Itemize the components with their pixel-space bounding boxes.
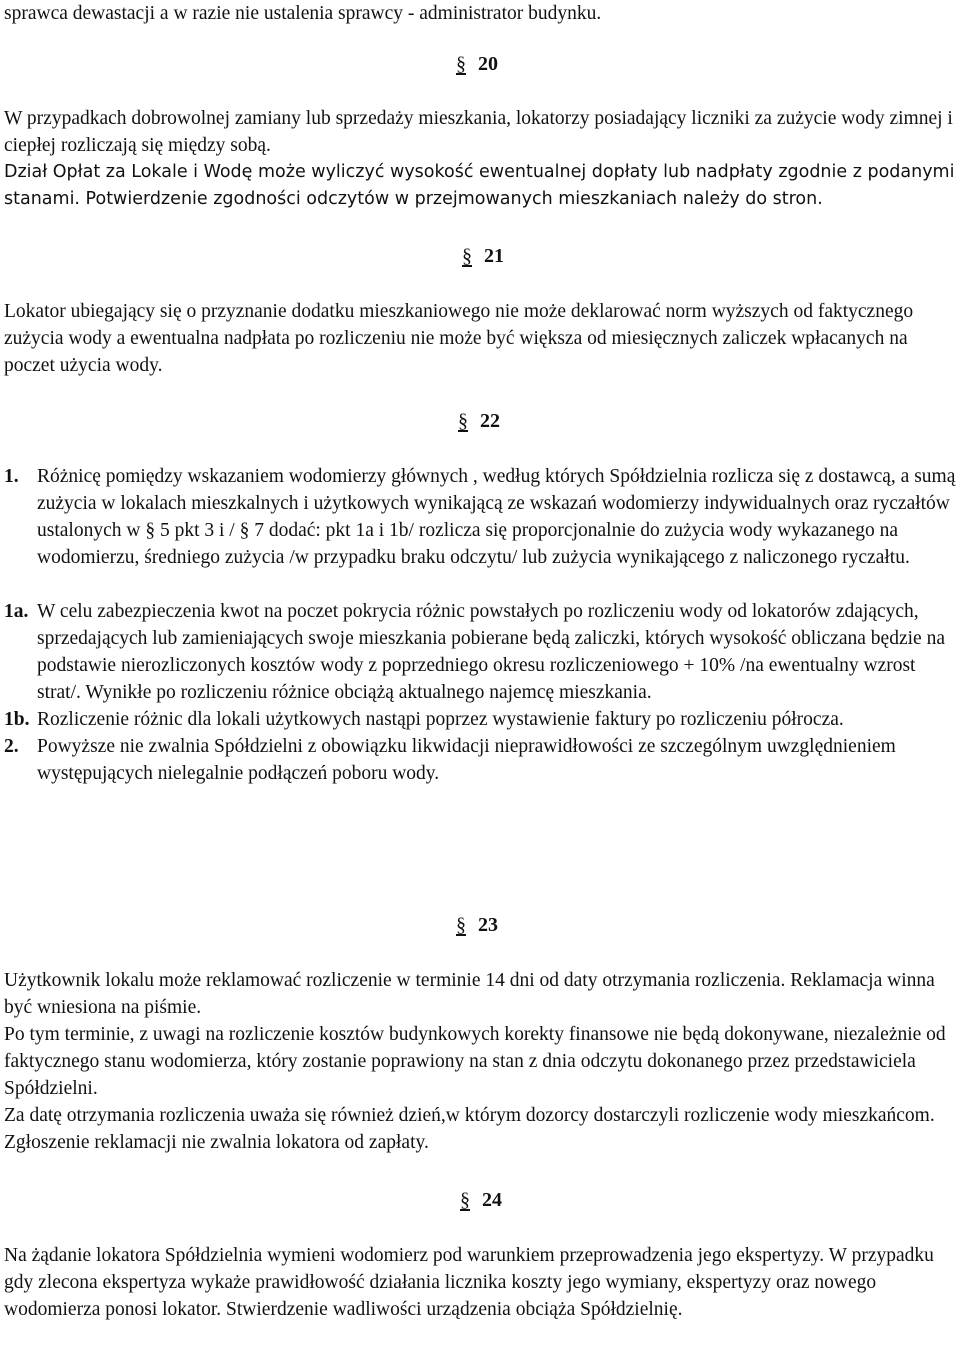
section-20-paragraph-1: W przypadkach dobrowolnej zamiany lub sprzedaży mieszkania, lokatorzy posiadający liczniki za zużycie wody zimnej i ciepłej rozliczają się między sobą. <box>4 108 953 156</box>
section-23-paragraph-2: Po tym terminie, z uwagi na rozliczenie kosztów budynkowych korekty finansowe nie będą dokonywane, niezależnie od faktycznego stanu wodomierza, który zostanie poprawiony na stan z dnia odczytu dokonanego przez przedstawiciela Spółdzielni. <box>4 1024 946 1099</box>
section-20-body <box>4 105 958 213</box>
list-item <box>4 733 958 787</box>
section-symbol: § <box>462 245 472 267</box>
section-heading-20 <box>456 51 498 78</box>
section-24-paragraph-1: Na żądanie lokatora Spółdzielnia wymieni wodomierz pod warunkiem przeprowadzenia jego ekspertyzy. W przypadku gdy zlecona ekspertyza wykaże prawidłowość działania licznika koszty jego wymiany, ekspertyzy oraz nowego wodomierza ponosi lokator. Stwierdzenie wadliwości urządzenia obciąża Spółdzielnię. <box>4 1245 934 1320</box>
section-symbol: § <box>456 53 466 75</box>
list-item <box>4 598 958 706</box>
section-24-body <box>4 1242 958 1323</box>
section-23-paragraph-1: Użytkownik lokalu może reklamować rozliczenie w terminie 14 dni od daty otrzymania rozliczenia. Reklamacja winna być wniesiona na piśmie. <box>4 970 935 1018</box>
section-21-body <box>4 298 958 379</box>
section-symbol: § <box>456 914 466 936</box>
item-text: Różnicę pomiędzy wskazaniem wodomierzy głównych , według których Spółdzielnia rozlicza się z dostawcą, a sumą zużycia w lokalach mieszkalnych i użytkowych wynikającą ze wskazań wodomierzy indywidualnych oraz ryczałtów ustalonych w § 5 pkt 3 i / § 7 dodać: pkt 1a i 1b/ rozlicza się proporcjonalnie do zużycia wody wykazanego na wodomierzu, średniego zużycia /w przypadku braku odczytu/ lub zużycia wynikającego z naliczonego ryczałtu. <box>37 466 956 568</box>
section-21-paragraph-1: Lokator ubiegający się o przyznanie dodatku mieszkaniowego nie może deklarować norm wyższych od faktycznego zużycia wody a ewentualna nadpłata po rozliczeniu nie może być większa od miesięcznych zaliczek wpłacanych na poczet użycia wody. <box>4 301 914 376</box>
section-heading-24 <box>460 1187 502 1214</box>
section-20-paragraph-2: Dział Opłat za Lokale i Wodę może wyliczyć wysokość ewentualnej dopłaty lub nadpłaty zgodnie z podanymi stanami. Potwierdzenie zgodności odczytów w przejmowanych mieszkaniach należy do stron. <box>4 162 955 209</box>
item-number: 1b. <box>4 709 30 730</box>
section-23-body <box>4 967 958 1156</box>
list-item <box>4 706 958 733</box>
item-number: 2. <box>4 736 19 757</box>
item-number: 1a. <box>4 601 29 622</box>
item-text: W celu zabezpieczenia kwot na poczet pokrycia różnic powstałych po rozliczeniu wody od lokatorów zdających, sprzedających lub zamieniających swoje mieszkania pobierane będą zaliczki, których wysokość obliczana będzie na podstawie nierozliczonych kosztów wody z poprzedniego okresu rozliczeniowego + 10% /na ewentualny wzrost strat/. Wynikłe po rozliczeniu różnice obciążą aktualnego najemcę mieszkania. <box>37 601 945 703</box>
section-heading-22 <box>458 408 500 435</box>
section-number: 21 <box>484 245 504 267</box>
section-heading-21 <box>462 243 504 270</box>
section-symbol: § <box>458 410 468 432</box>
section-number: 23 <box>478 914 498 936</box>
section-23-paragraph-3: Za datę otrzymania rozliczenia uważa się również dzień,w którym dozorcy dostarczyli rozliczenie wody mieszkańcom. Zgłoszenie reklamacji nie zwalnia lokatora od zapłaty. <box>4 1105 935 1153</box>
list-item <box>4 463 958 571</box>
section-number: 20 <box>478 53 498 75</box>
item-text: Powyższe nie zwalnia Spółdzielni z obowiązku likwidacji nieprawidłowości ze szczególnym uwzględnieniem występujących nielegalnie podłączeń poboru wody. <box>37 736 896 784</box>
section-number: 24 <box>482 1189 502 1211</box>
item-text: Rozliczenie różnic dla lokali użytkowych nastąpi poprzez wystawienie faktury po rozliczeniu półrocza. <box>37 709 844 730</box>
section-number: 22 <box>480 410 500 432</box>
section-22-body <box>4 463 958 787</box>
item-number: 1. <box>4 466 19 487</box>
intro-line: sprawca dewastacji a w razie nie ustalenia sprawcy - administrator budynku. <box>4 3 602 24</box>
section-symbol: § <box>460 1189 470 1211</box>
section-heading-23 <box>456 912 498 939</box>
